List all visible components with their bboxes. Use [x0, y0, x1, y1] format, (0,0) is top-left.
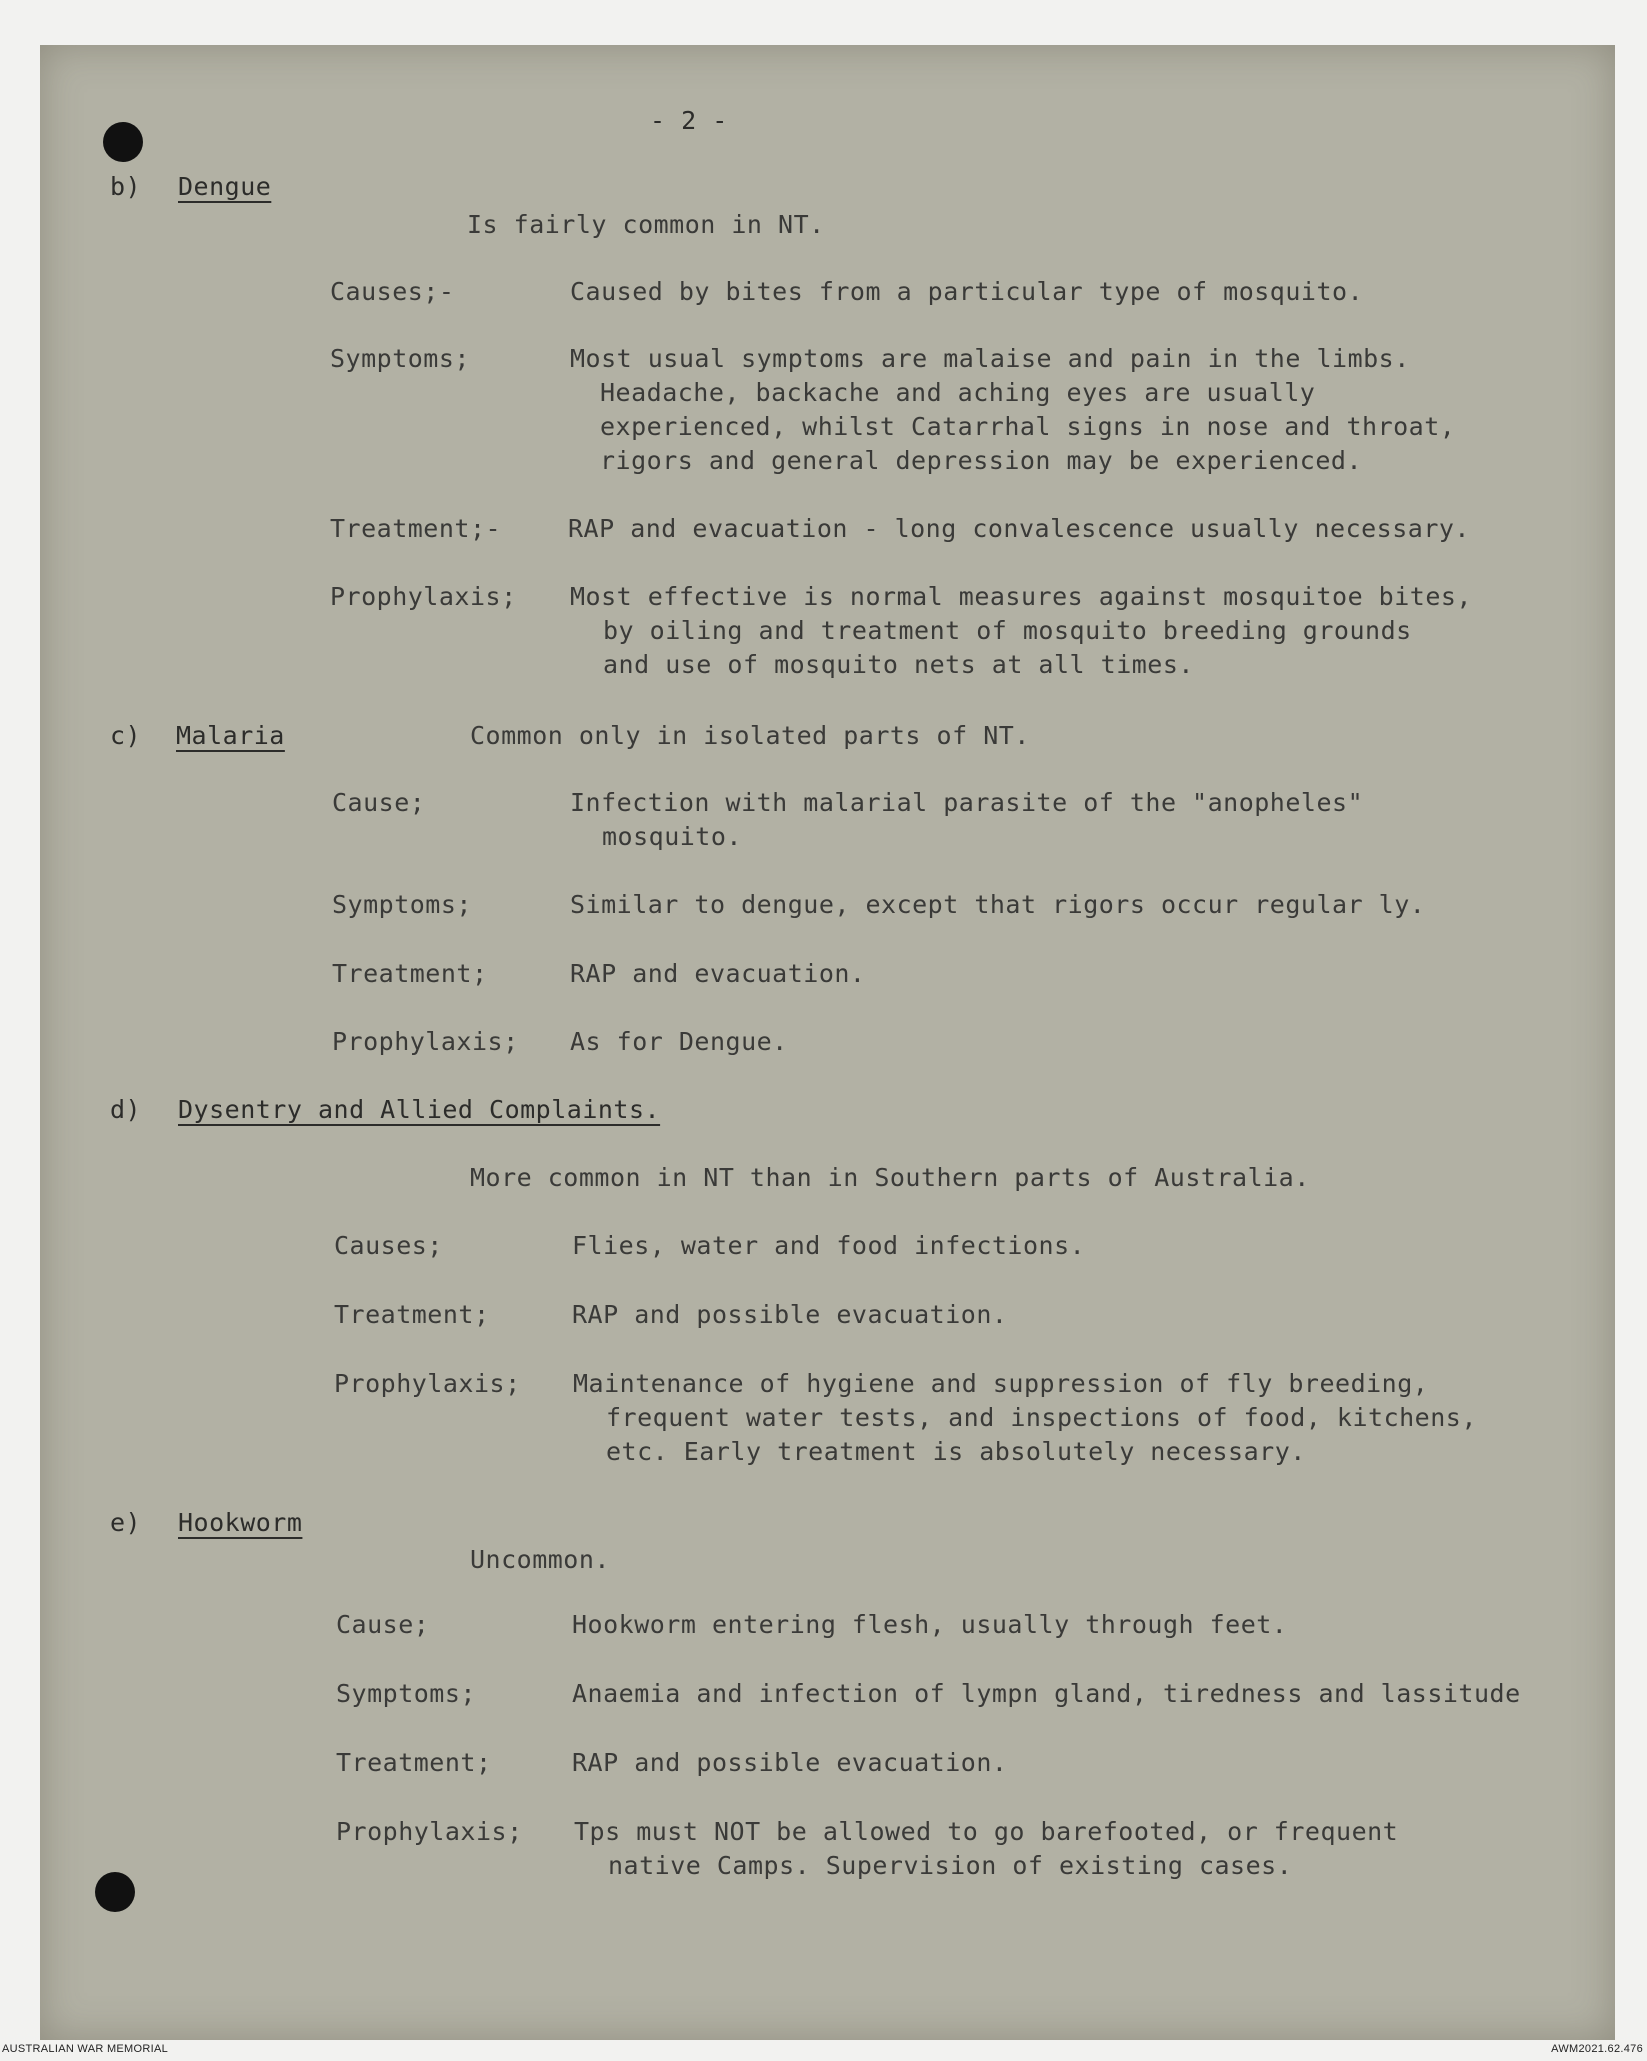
section-c-symptoms-text: Similar to dengue, except that rigors occur regular ly. — [570, 890, 1426, 919]
section-d-title: Dysentry and Allied Complaints. — [178, 1095, 661, 1124]
footer-institution: AUSTRALIAN WAR MEMORIAL — [2, 2043, 169, 2055]
section-b-prophylaxis-line-3: and use of mosquito nets at all times. — [603, 650, 1194, 679]
section-b-causes-label: Causes;- — [330, 277, 455, 306]
section-c-cause-label: Cause; — [332, 788, 426, 817]
section-b-prophylaxis-line-2: by oiling and treatment of mosquito breeding grounds — [603, 616, 1412, 645]
section-b-title: Dengue — [178, 172, 272, 201]
section-c-title: Malaria — [176, 721, 285, 750]
section-b-symptoms-label: Symptoms; — [330, 344, 470, 373]
section-e-symptoms-text: Anaemia and infection of lympn gland, tiredness and lassitude — [572, 1679, 1521, 1708]
section-e-letter: e) — [110, 1508, 142, 1537]
section-d-prophylaxis-line-3: etc. Early treatment is absolutely necessary. — [606, 1437, 1306, 1466]
section-b-symptoms-line-3: experienced, whilst Catarrhal signs in nose and throat, — [600, 412, 1456, 441]
section-e-cause-label: Cause; — [336, 1610, 430, 1639]
section-d-prophylaxis-line-2: frequent water tests, and inspections of food, kitchens, — [606, 1403, 1477, 1432]
section-e-symptoms-label: Symptoms; — [336, 1679, 476, 1708]
section-b-prophylaxis-label: Prophylaxis; — [330, 582, 517, 611]
section-d-treatment-text: RAP and possible evacuation. — [572, 1300, 1008, 1329]
section-d-causes-label: Causes; — [334, 1231, 443, 1260]
section-c-treatment-label: Treatment; — [332, 959, 488, 988]
section-c-treatment-text: RAP and evacuation. — [570, 959, 866, 988]
section-e-treatment-text: RAP and possible evacuation. — [572, 1748, 1008, 1777]
section-e-intro: Uncommon. — [470, 1545, 610, 1574]
footer-accession-number: AWM2021.62.476 — [1551, 2043, 1643, 2055]
section-b-intro: Is fairly common in NT. — [467, 210, 825, 239]
section-c-cause-line-1: Infection with malarial parasite of the "anopheles" — [570, 788, 1364, 817]
section-b-treatment-text: RAP and evacuation - long convalescence usually necessary. — [568, 514, 1470, 543]
section-c-letter: c) — [110, 721, 142, 750]
section-e-title: Hookworm — [178, 1508, 303, 1537]
section-d-causes-text: Flies, water and food infections. — [572, 1231, 1086, 1260]
section-c-symptoms-label: Symptoms; — [332, 890, 472, 919]
page-number: - 2 - — [650, 106, 728, 135]
section-d-prophylaxis-label: Prophylaxis; — [334, 1369, 521, 1398]
section-e-cause-text: Hookworm entering flesh, usually through feet. — [572, 1610, 1288, 1639]
section-b-treatment-label: Treatment;- — [330, 514, 502, 543]
section-b-letter: b) — [110, 172, 142, 201]
section-d-prophylaxis-line-1: Maintenance of hygiene and suppression of fly breeding, — [573, 1369, 1429, 1398]
section-b-symptoms-line-4: rigors and general depression may be experienced. — [600, 446, 1363, 475]
section-d-treatment-label: Treatment; — [334, 1300, 490, 1329]
section-e-prophylaxis-label: Prophylaxis; — [336, 1817, 523, 1846]
section-b-prophylaxis-line-1: Most effective is normal measures against mosquitoe bites, — [570, 582, 1472, 611]
section-e-prophylaxis-line-1: Tps must NOT be allowed to go barefooted, or frequent — [574, 1817, 1399, 1846]
section-c-prophylaxis-text: As for Dengue. — [570, 1027, 788, 1056]
section-c-cause-line-2: mosquito. — [602, 822, 742, 851]
section-b-symptoms-line-1: Most usual symptoms are malaise and pain in the limbs. — [570, 344, 1410, 373]
section-e-prophylaxis-line-2: native Camps. Supervision of existing cases. — [608, 1851, 1293, 1880]
section-c-intro: Common only in isolated parts of NT. — [470, 721, 1030, 750]
section-b-symptoms-line-2: Headache, backache and aching eyes are usually — [600, 378, 1316, 407]
punch-hole-bottom — [95, 1872, 135, 1912]
section-d-intro: More common in NT than in Southern parts of Australia. — [470, 1163, 1310, 1192]
section-c-prophylaxis-label: Prophylaxis; — [332, 1027, 519, 1056]
section-d-letter: d) — [110, 1095, 142, 1124]
section-e-treatment-label: Treatment; — [336, 1748, 492, 1777]
punch-hole-top — [103, 122, 143, 162]
section-b-causes-text: Caused by bites from a particular type of mosquito. — [570, 277, 1364, 306]
